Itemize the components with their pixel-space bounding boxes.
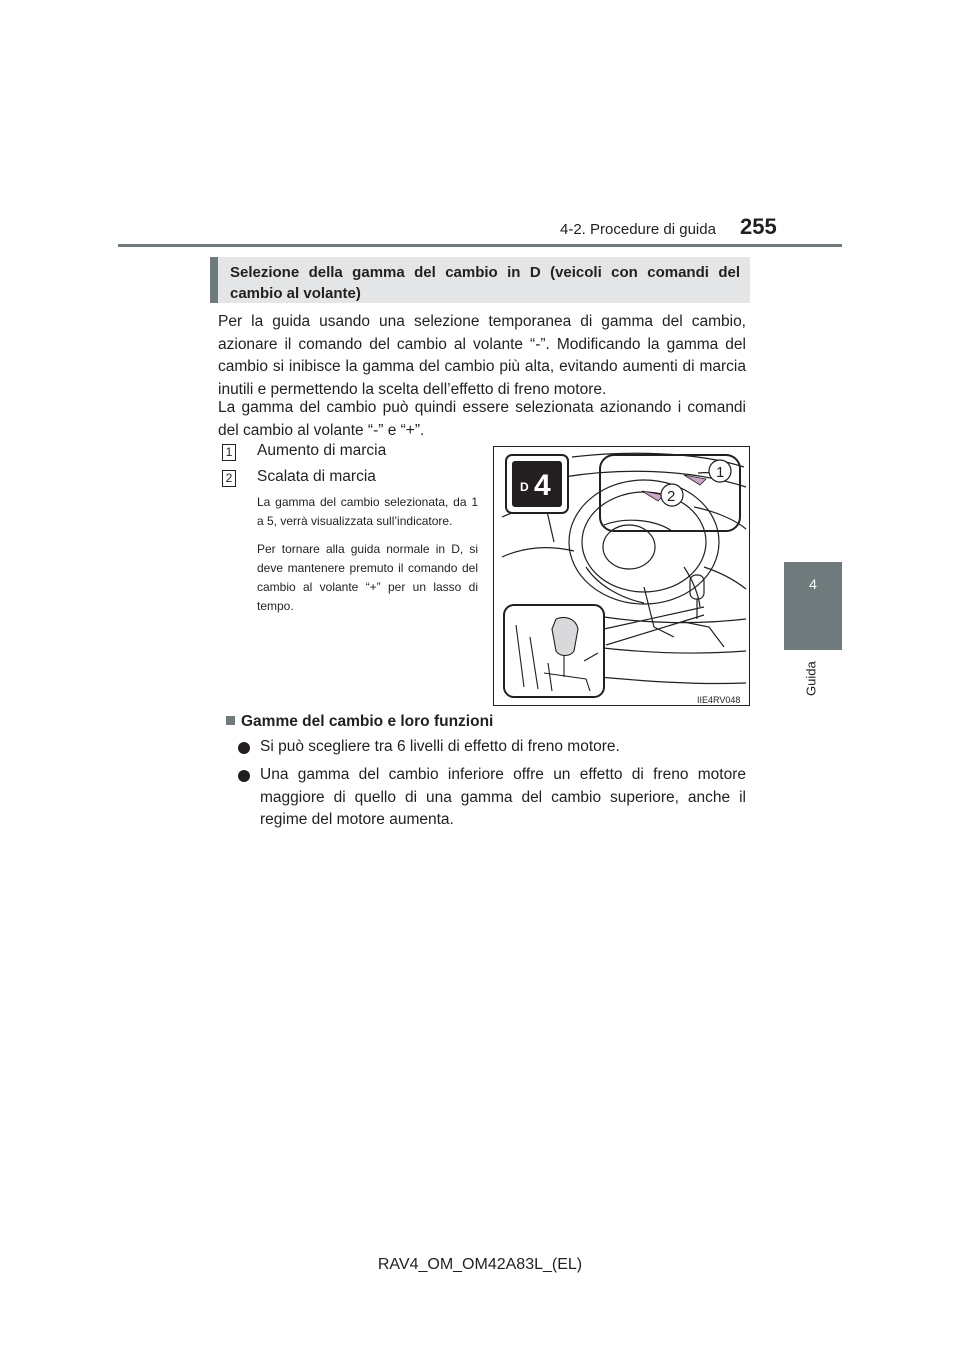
- item-label-downshift: Scalata di marcia: [257, 468, 376, 485]
- item-number-badge: 1: [222, 444, 236, 461]
- body-paragraph: La gamma del cambio può quindi essere selezionata azionando i comandi del cambio al volante “-” e “+”.: [218, 399, 746, 439]
- page-number: 255: [740, 214, 777, 239]
- note-text: La gamma del cambio selezionata, da 1 a 5, verrà visualizzata sull’indicatore.: [257, 495, 478, 528]
- callout-1: 1: [716, 464, 725, 481]
- bullet-dot-icon: [238, 770, 250, 782]
- sub-heading-text: Gamme del cambio e loro funzioni: [241, 713, 494, 730]
- chapter-tab-label: Guida: [803, 661, 819, 696]
- bullet-item: Si può scegliere tra 6 livelli di effetto di freno motore.: [260, 738, 620, 755]
- document-code-footer: RAV4_OM_OM42A83L_(EL): [377, 1256, 583, 1273]
- illustration-code: IIE4RV048: [697, 695, 741, 705]
- steering-shift-illustration: [493, 446, 750, 706]
- note-text: Per tornare alla guida normale in D, si deve mantenere premuto il comando del cambio al volante “+” per un lasso di tempo.: [257, 542, 478, 613]
- section-heading: Selezione della gamma del cambio in D (veicoli con comandi del cambio al volante): [210, 257, 750, 303]
- bullet-dot-icon: [238, 742, 250, 754]
- square-bullet-icon: [226, 716, 235, 725]
- body-paragraph: Per la guida usando una selezione temporanea di gamma del cambio, azionare il comando del cambio al volante “-”. Modificando la gamma del cambio si inibisce la gamma del cambio più alta, evitando aumenti di marcia inutili e permettendo la scelta dell’effetto di freno motore.: [218, 313, 746, 398]
- callout-2: 2: [667, 488, 676, 505]
- display-letter: D: [520, 480, 529, 494]
- item-label-upshift: Aumento di marcia: [257, 442, 387, 459]
- sub-heading: [226, 713, 493, 731]
- illustration-drawing: [494, 447, 750, 706]
- chapter-tab-number: 4: [809, 576, 817, 592]
- bullet-item: Una gamma del cambio inferiore offre un effetto di freno motore maggiore di quello di una gamma del cambio superiore, anche il regime del motore aumenta.: [260, 766, 746, 828]
- display-digit: 4: [534, 469, 551, 502]
- section-title: 4-2. Procedure di guida: [560, 221, 716, 238]
- item-number-badge: 2: [222, 470, 236, 487]
- header-rule: [118, 244, 842, 247]
